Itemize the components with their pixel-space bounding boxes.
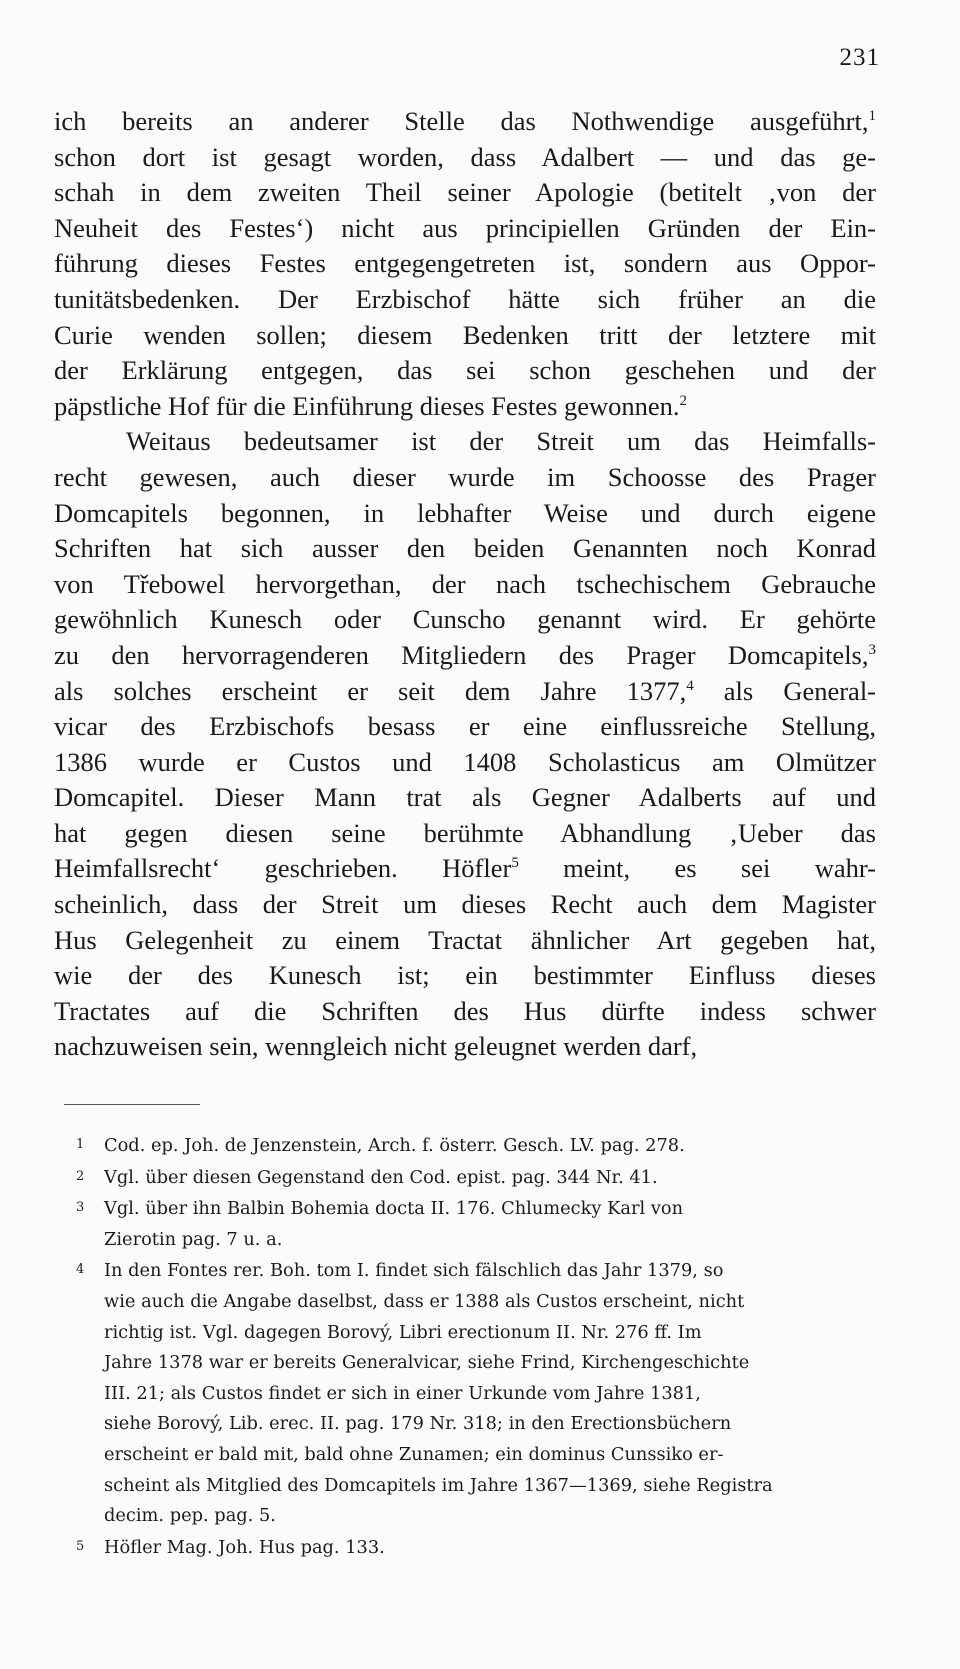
body-line-text: Curie wenden sollen; diesem Bedenken tritt der letztere mit — [54, 319, 876, 350]
footnote-text: decim. pep. pag. 5. — [104, 1505, 276, 1527]
body-line — [54, 353, 876, 389]
body-line — [54, 745, 876, 781]
body-line — [54, 424, 876, 460]
body-line — [54, 318, 876, 354]
footnote-line — [76, 1501, 876, 1532]
body-line — [54, 460, 876, 496]
body-line-text: als solches erscheint er seit dem Jahre 1377, — [54, 675, 687, 706]
footnote-ref: 5 — [511, 855, 519, 872]
body-line-text: der Erklärung entgegen, das sei schon geschehen und der — [54, 355, 876, 386]
body-line-text: von Třebowel hervorgethan, der nach tschechischem Gebrauche — [54, 568, 876, 599]
footnote-line — [76, 1255, 876, 1287]
body-line-text: Neuheit des Festes‘) nicht aus principiellen Gründen der Ein- — [54, 212, 876, 243]
body-line-text: recht gewesen, auch dieser wurde im Schoosse des Prager — [54, 461, 876, 492]
body-line-text: ich bereits an anderer Stelle das Nothwendige ausgeführt, — [54, 106, 869, 136]
body-line — [54, 816, 876, 852]
footnote-text: Zierotin pag. 7 u. a. — [104, 1228, 283, 1250]
footnote-text: Jahre 1378 war er bereits Generalvicar, siehe Frind, Kirchengeschichte — [104, 1352, 750, 1374]
footnote-text: III. 21; als Custos findet er sich in einer Urkunde vom Jahre 1381, — [104, 1382, 701, 1404]
footnote-text: Höfler Mag. Joh. Hus pag. 133. — [104, 1536, 385, 1558]
body-line-text: Heimfallsrecht‘ geschrieben. Höfler — [54, 853, 512, 884]
footnote-number: 3 — [76, 1200, 85, 1216]
footnote — [76, 1130, 876, 1162]
footnote-text: siehe Borový, Lib. erec. II. pag. 179 Nr. 318; in den Erectionsbüchern — [104, 1413, 732, 1435]
footnote-text: scheint als Mitglied des Domcapitels im Jahre 1367—1369, siehe Registra — [104, 1474, 773, 1496]
footnote-line — [76, 1130, 876, 1162]
footnote-ref: 3 — [868, 641, 876, 658]
body-line — [54, 104, 876, 140]
footnote-line — [76, 1348, 876, 1379]
body-line — [54, 140, 876, 176]
footnote — [76, 1532, 876, 1564]
footnote-line — [76, 1193, 876, 1225]
footnote-ref: 1 — [868, 108, 876, 124]
body-text — [54, 104, 876, 1065]
body-line-text: wie der des Kunesch ist; ein bestimmter Einfluss dieses — [54, 960, 876, 991]
body-line-text: führung dieses Festes entgegengetreten ist, sondern aus Oppor- — [54, 248, 876, 279]
body-line-text: vicar des Erzbischofs besass er eine einflussreiche Stellung, — [54, 711, 876, 742]
body-line — [54, 851, 876, 887]
footnote-ref: 4 — [686, 677, 694, 694]
body-line — [54, 282, 876, 318]
footnote-line — [76, 1471, 876, 1502]
body-line — [54, 175, 876, 211]
body-line — [54, 567, 876, 603]
footnote-text: wie auch die Angabe daselbst, dass er 1388 als Custos erscheint, nicht — [104, 1290, 745, 1312]
footnote — [76, 1193, 876, 1255]
body-line-text: nachzuweisen sein, wenngleich nicht geleugnet werden darf, — [54, 1031, 698, 1062]
body-line-text: schah in dem zweiten Theil seiner Apologie (betitelt ‚von der — [54, 177, 876, 208]
body-line — [54, 496, 876, 532]
body-line — [54, 958, 876, 994]
body-line — [54, 674, 876, 710]
body-line-text: Hus Gelegenheit zu einem Tractat ähnlicher Art gegeben hat, — [54, 924, 876, 955]
footnote-line — [76, 1440, 876, 1471]
body-line-text: tunitätsbedenken. Der Erzbischof hätte sich früher an die — [54, 283, 876, 314]
body-line — [54, 1029, 876, 1065]
body-line-text: Schriften hat sich ausser den beiden Genannten noch Konrad — [54, 533, 876, 564]
footnote-text: erscheint er bald mit, bald ohne Zunamen; ein dominus Cunssiko er- — [104, 1443, 724, 1465]
body-line-text: Weitaus bedeutsamer ist der Streit um das Heimfalls- — [126, 426, 876, 457]
body-line-text: schon dort ist gesagt worden, dass Adalbert — und das ge- — [54, 141, 876, 172]
body-line-rest: als General- — [693, 675, 877, 706]
footnote-number: 1 — [76, 1137, 85, 1152]
body-line-text: Tractates auf die Schriften des Hus dürfte indess schwer — [54, 995, 876, 1026]
footnote-line — [76, 1409, 876, 1440]
body-line-text: Domcapitel. Dieser Mann trat als Gegner Adalberts auf und — [54, 782, 876, 813]
footnote-line — [76, 1318, 876, 1349]
footnote-line — [76, 1379, 876, 1410]
footnote-text: Vgl. über diesen Gegenstand den Cod. epist. pag. 344 Nr. 41. — [104, 1166, 658, 1188]
footnote-number: 2 — [76, 1168, 85, 1184]
footnote-number: 4 — [76, 1262, 85, 1278]
footnotes — [76, 1130, 876, 1563]
footnote-divider — [64, 1104, 200, 1105]
body-line — [54, 211, 876, 247]
body-line — [54, 709, 876, 745]
footnote-text: richtig ist. Vgl. dagegen Borový, Libri erectionum II. Nr. 276 ff. Im — [104, 1321, 702, 1343]
body-line — [54, 887, 876, 923]
footnote-text: In den Fontes rer. Boh. tom I. findet sich fälschlich das Jahr 1379, so — [104, 1260, 724, 1282]
body-line — [54, 602, 876, 638]
body-line-text: päpstliche Hof für die Einführung dieses Festes gewonnen. — [54, 390, 680, 421]
body-line-text: 1386 wurde er Custos und 1408 Scholasticus am Olmützer — [54, 746, 876, 777]
body-line-text: Domcapitels begonnen, in lebhafter Weise und durch eigene — [54, 497, 876, 528]
body-line-rest: meint, es sei wahr- — [518, 853, 876, 884]
footnote-line — [76, 1287, 876, 1318]
footnote-ref: 2 — [679, 392, 688, 409]
footnote-line — [76, 1162, 876, 1194]
body-line — [54, 638, 876, 674]
body-line — [54, 531, 876, 567]
body-line — [54, 923, 876, 959]
body-line — [54, 780, 876, 816]
body-line-text: hat gegen diesen seine berühmte Abhandlung ‚Ueber das — [54, 817, 876, 848]
footnote — [76, 1255, 876, 1531]
footnote-line — [76, 1225, 876, 1256]
footnote-number: 5 — [76, 1538, 85, 1554]
body-line — [54, 389, 876, 425]
body-line — [54, 246, 876, 282]
footnote-text: Vgl. über ihn Balbin Bohemia docta II. 176. Chlumecky Karl von — [104, 1198, 684, 1220]
body-line-text: gewöhnlich Kunesch oder Cunscho genannt wird. Er gehörte — [54, 604, 876, 635]
body-line-text: zu den hervorragenderen Mitgliedern des Prager Domcapitels, — [54, 639, 869, 670]
footnote — [76, 1162, 876, 1194]
body-line — [54, 994, 876, 1030]
body-line-text: scheinlich, dass der Streit um dieses Recht auch dem Magister — [54, 889, 876, 920]
footnote-line — [76, 1532, 876, 1564]
page-number: 231 — [839, 44, 880, 71]
footnote-text: Cod. ep. Joh. de Jenzenstein, Arch. f. österr. Gesch. LV. pag. 278. — [104, 1135, 685, 1156]
